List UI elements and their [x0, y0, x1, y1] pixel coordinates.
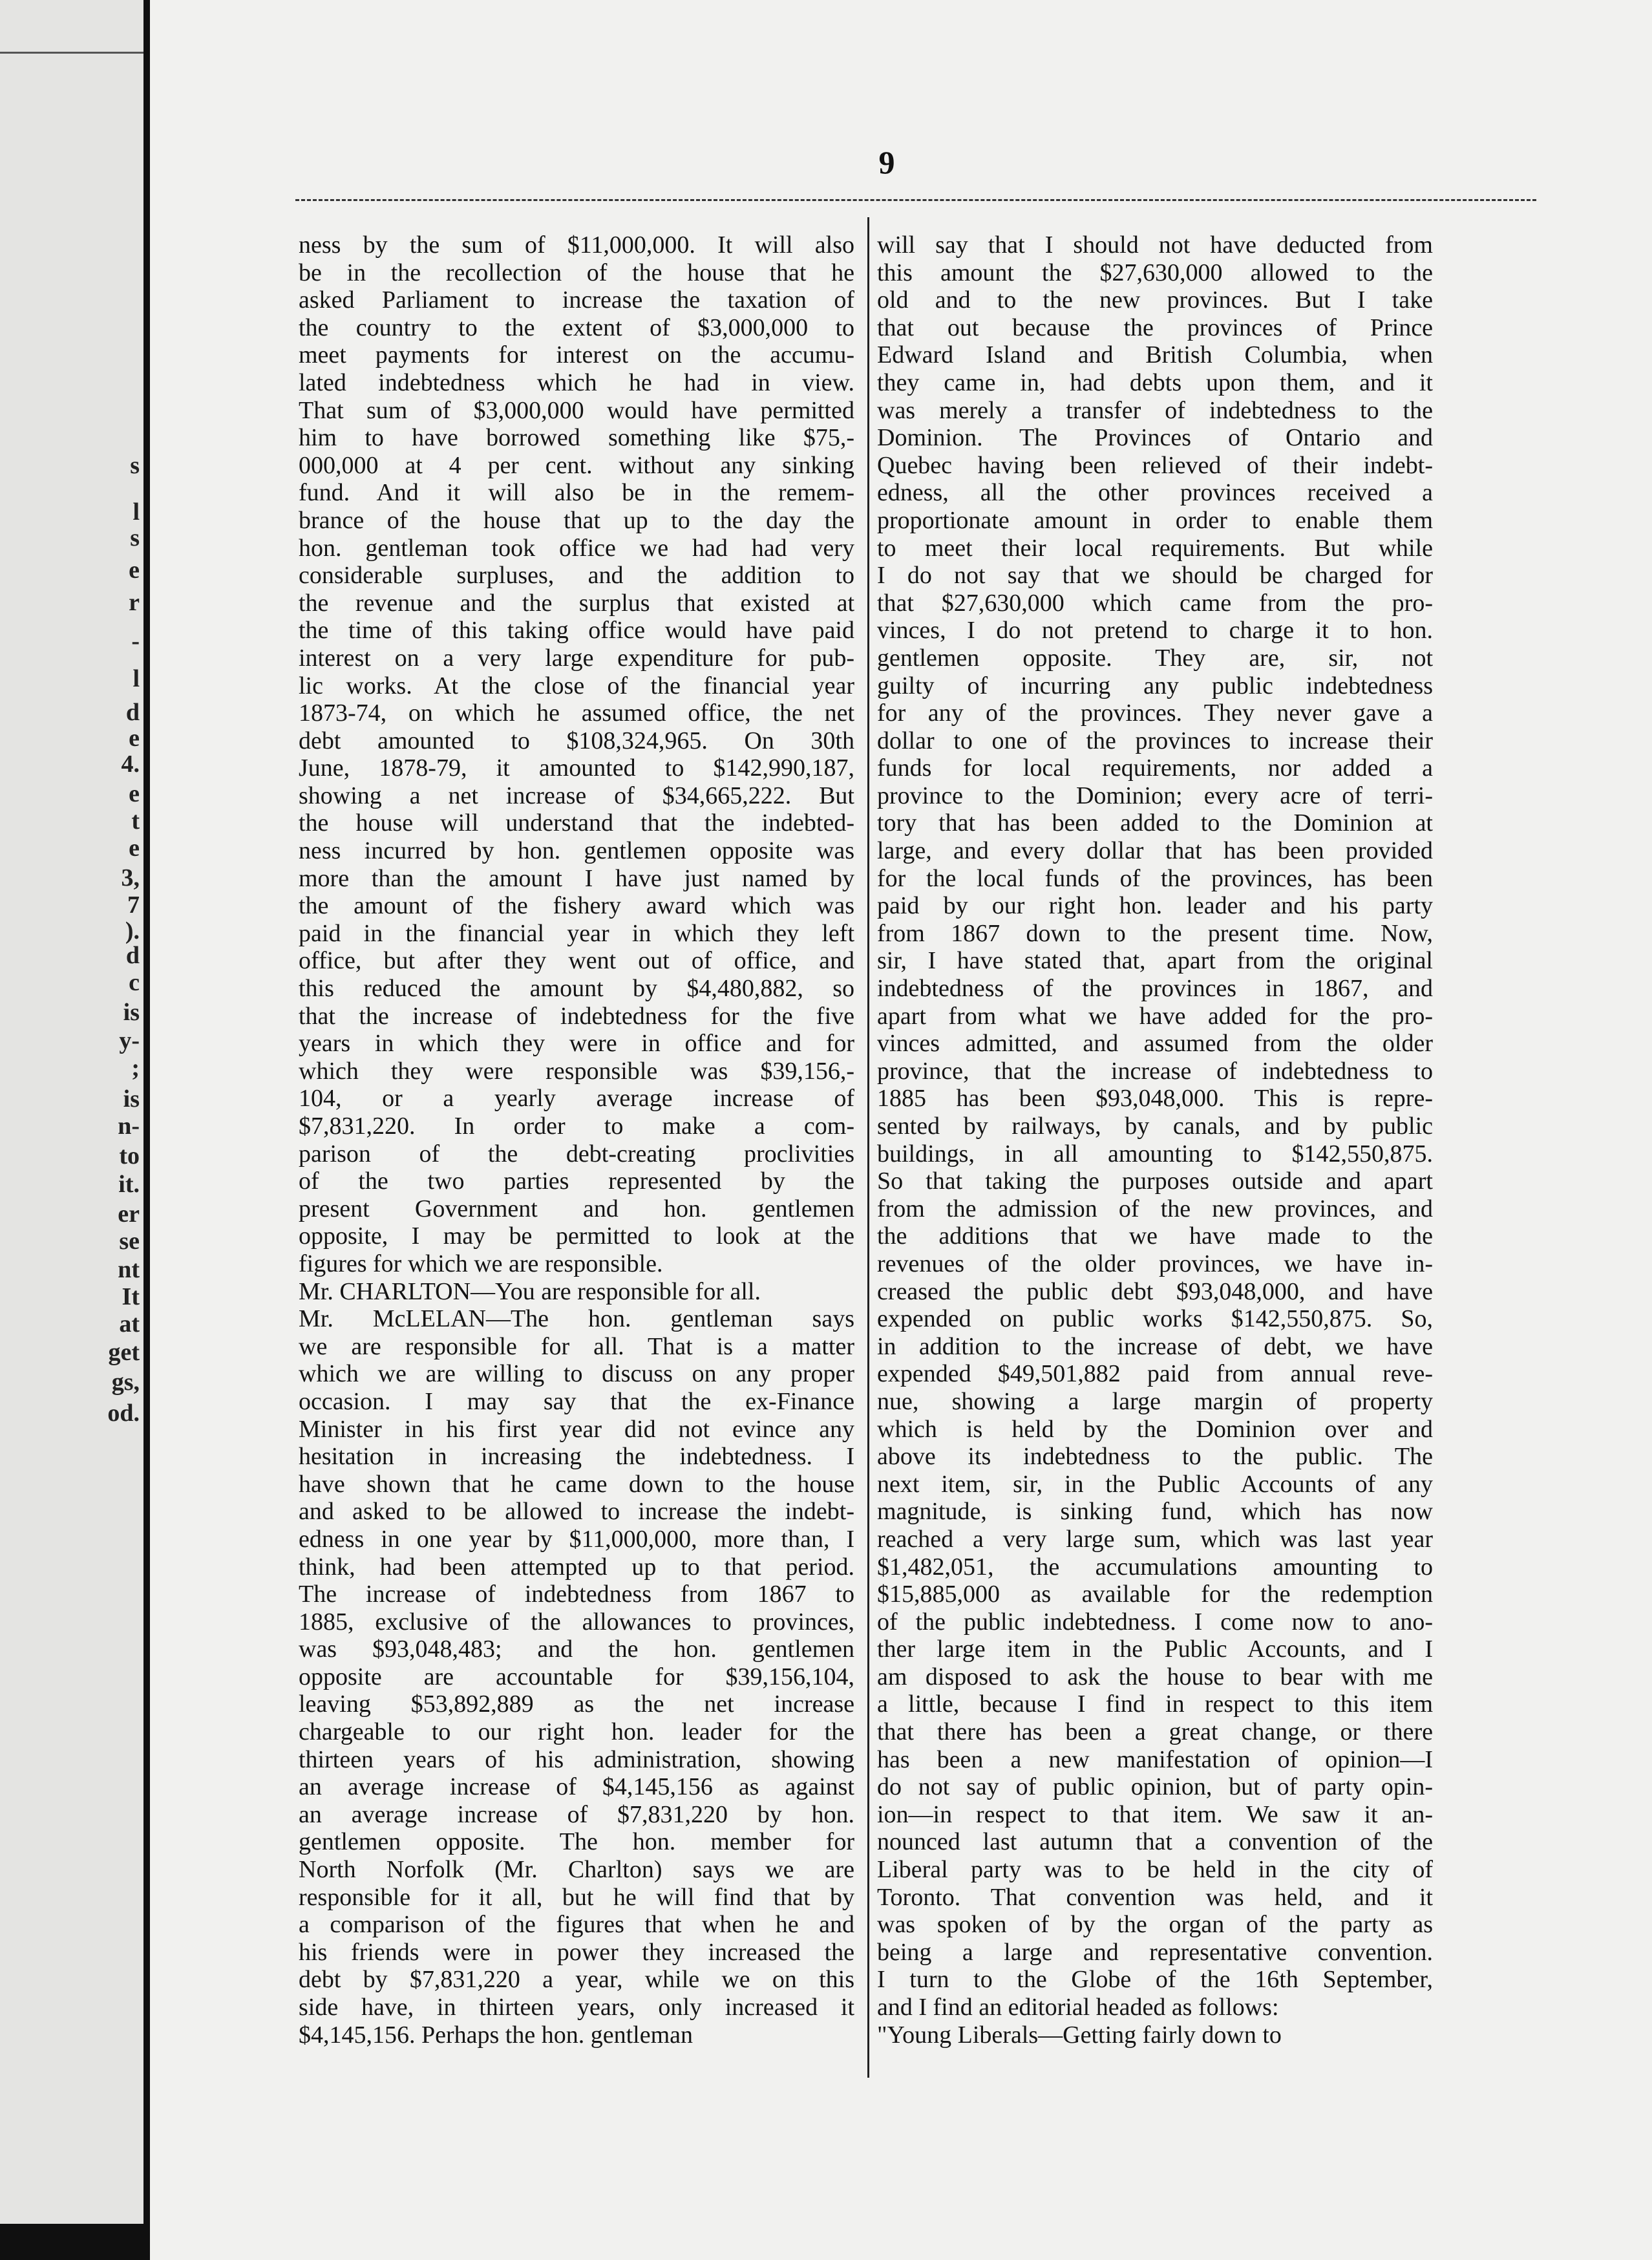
text-line: present Government and hon. gentlemen [299, 1195, 854, 1222]
text-line: So that taking the purposes outside and apart [877, 1167, 1433, 1195]
text-line: chargeable to our right hon. leader for the [299, 1718, 854, 1746]
previous-page-fragment: nt [118, 1256, 140, 1283]
text-line: of the public indebtedness. I come now to ano- [877, 1608, 1433, 1636]
previous-page-fragment: t [131, 807, 140, 835]
text-line: which we are willing to discuss on any proper [299, 1360, 854, 1388]
previous-page-fragment: e [129, 725, 140, 752]
text-line: expended $49,501,882 paid from annual reve- [877, 1360, 1433, 1388]
previous-page-fragment: s [130, 452, 140, 479]
previous-page-fragment: gs, [111, 1369, 140, 1396]
text-line: sir, I have stated that, apart from the original [877, 947, 1433, 975]
text-line: funds for local requirements, nor added a [877, 754, 1433, 782]
text-line: Dominion. The Provinces of Ontario and [877, 424, 1433, 452]
text-line: Minister in his first year did not evince any [299, 1415, 854, 1443]
text-line: paid by our right hon. leader and his party [877, 892, 1433, 920]
text-line: The increase of indebtedness from 1867 to [299, 1581, 854, 1608]
text-line: $1,482,051, the accumulations amounting to [877, 1553, 1433, 1581]
text-line: June, 1878-79, it amounted to $142,990,187, [299, 754, 854, 782]
text-line: meet payments for interest on the accumu- [299, 341, 854, 369]
text-line: province to the Dominion; every acre of terri- [877, 782, 1433, 809]
text-line: revenues of the older provinces, we have in- [877, 1250, 1433, 1277]
text-line: vinces admitted, and assumed from the older [877, 1030, 1433, 1058]
text-line: brance of the house that up to the day the [299, 506, 854, 534]
previous-page-fragment: l [132, 665, 140, 692]
previous-page-fragment: at [119, 1310, 140, 1338]
text-line: 1885, exclusive of the allowances to provinces, [299, 1608, 854, 1636]
previous-page-fragment: c [129, 969, 140, 996]
text-line: nounced last autumn that a convention of the [877, 1828, 1433, 1856]
previous-page-fragment: - [131, 628, 140, 655]
text-line: 104, or a yearly average increase of [299, 1085, 854, 1113]
previous-page-fragment: r [129, 589, 140, 616]
previous-page-fragment: is [123, 1085, 140, 1113]
text-line: vinces, I do not pretend to charge it to hon. [877, 617, 1433, 645]
text-line: thirteen years of his administration, showing [299, 1745, 854, 1773]
previous-page-fragment: ; [131, 1054, 140, 1082]
text-line: fund. And it will also be in the remem- [299, 479, 854, 507]
header-rule [295, 199, 1536, 201]
previous-page-fragment: It [122, 1283, 140, 1310]
text-line: in addition to the increase of debt, we have [877, 1332, 1433, 1360]
previous-page-rule [0, 52, 143, 54]
text-line: think, had been attempted up to that period. [299, 1553, 854, 1581]
text-line: I turn to the Globe of the 16th September, [877, 1966, 1433, 1994]
text-line: showing a net increase of $34,665,222. But [299, 782, 854, 809]
text-line: ion—in respect to that item. We saw it an- [877, 1800, 1433, 1828]
text-line: large, and every dollar that has been provided [877, 837, 1433, 865]
text-line: Mr. CHARLTON—You are responsible for all. [299, 1277, 761, 1305]
text-line: sented by railways, by canals, and by public [877, 1113, 1433, 1140]
text-line: creased the public debt $93,048,000, and have [877, 1277, 1433, 1305]
text-line: will say that I should not have deducted from [877, 231, 1433, 259]
previous-page-edge [0, 0, 143, 2224]
previous-page-fragment: it. [118, 1171, 140, 1198]
text-line: $4,145,156. Perhaps the hon. gentleman [299, 2021, 694, 2049]
text-line: I do not say that we should be charged for [877, 562, 1433, 590]
text-line: parison of the debt-creating proclivities [299, 1140, 854, 1167]
text-line: from the admission of the new provinces, and [877, 1195, 1433, 1222]
text-line: was spoken of by the organ of the party as [877, 1911, 1433, 1939]
text-line: magnitude, is sinking fund, which has now [877, 1498, 1433, 1526]
previous-page-fragment: n- [118, 1113, 140, 1140]
text-line: which they were responsible was $39,156,- [299, 1057, 854, 1085]
text-line: edness in one year by $11,000,000, more than, I [299, 1525, 854, 1553]
text-line: buildings, in all amounting to $142,550,875. [877, 1140, 1433, 1167]
text-line: lic works. At the close of the financial year [299, 672, 854, 699]
text-line: Liberal party was to be held in the city of [877, 1856, 1433, 1884]
text-line: office, but after they went out of office, and [299, 947, 854, 975]
text-line: paid in the financial year in which they left [299, 919, 854, 947]
previous-page-fragment: od. [107, 1400, 140, 1427]
previous-page-fragment: l [132, 498, 140, 526]
previous-page-fragment: er [118, 1200, 140, 1228]
previous-page-fragment: get [108, 1339, 140, 1366]
text-line: gentlemen opposite. The hon. member for [299, 1828, 854, 1856]
text-line: "Young Liberals—Getting fairly down to [877, 2021, 1282, 2049]
text-line: has been a new manifestation of opinion—I [877, 1745, 1433, 1773]
text-line: more than the amount I have just named by [299, 864, 854, 892]
previous-page-fragment: 7 [127, 891, 140, 919]
text-line: and I find an editorial headed as follows: [877, 1994, 1279, 2021]
previous-page-fragment: d [125, 942, 140, 969]
text-line: am disposed to ask the house to bear with me [877, 1663, 1433, 1690]
text-line: of the two parties represented by the [299, 1167, 854, 1195]
text-line: asked Parliament to increase the taxation of [299, 286, 854, 314]
text-line: that out because the provinces of Prince [877, 314, 1433, 341]
text-line: province, that the increase of indebtedness to [877, 1057, 1433, 1085]
column-divider [867, 217, 869, 2078]
text-line: indebtedness of the provinces in 1867, and [877, 975, 1433, 1003]
previous-page-fragment: ). [125, 917, 140, 944]
text-line: tory that has been added to the Dominion at [877, 809, 1433, 837]
text-line: above its indebtedness to the public. The [877, 1443, 1433, 1471]
text-line: responsible for it all, but he will find that by [299, 1883, 854, 1911]
previous-page-fragment: e [129, 835, 140, 862]
previous-page-fragment: to [119, 1142, 140, 1169]
text-line: dollar to one of the provinces to increase their [877, 727, 1433, 754]
text-line: the house will understand that the indebted- [299, 809, 854, 837]
text-line: was $93,048,483; and the hon. gentlemen [299, 1636, 854, 1663]
previous-page-fragment: e [129, 557, 140, 584]
text-line: an average increase of $4,145,156 as against [299, 1773, 854, 1801]
text-line: the revenue and the surplus that existed at [299, 589, 854, 617]
text-line: proportionate amount in order to enable them [877, 506, 1433, 534]
text-line: side have, in thirteen years, only increased it [299, 1994, 854, 2021]
text-line: that the increase of indebtedness for the five [299, 1002, 854, 1030]
text-line: ther large item in the Public Accounts, and I [877, 1636, 1433, 1663]
text-line: ness by the sum of $11,000,000. It will also [299, 231, 854, 259]
page-number: 9 [878, 144, 895, 180]
text-line: gentlemen opposite. They are, sir, not [877, 644, 1433, 672]
text-line: which is held by the Dominion over and [877, 1415, 1433, 1443]
text-line: 1885 has been $93,048,000. This is repre- [877, 1085, 1433, 1113]
text-line: interest on a very large expenditure for pub- [299, 644, 854, 672]
text-line: ness incurred by hon. gentlemen opposite was [299, 837, 854, 865]
text-line: nue, showing a large margin of property [877, 1387, 1433, 1415]
text-line: the amount of the fishery award which was [299, 892, 854, 920]
text-line: Toronto. That convention was held, and it [877, 1883, 1433, 1911]
text-line: be in the recollection of the house that he [299, 259, 854, 286]
text-line: to meet their local requirements. But while [877, 534, 1433, 562]
previous-page-fragment: 4. [121, 751, 140, 778]
text-line: from 1867 down to the present time. Now, [877, 919, 1433, 947]
text-line: occasion. I may say that the ex-Finance [299, 1387, 854, 1415]
text-line: $7,831,220. In order to make a com- [299, 1113, 854, 1140]
text-line: next item, sir, in the Public Accounts of any [877, 1470, 1433, 1498]
text-line: and asked to be allowed to increase the indebt- [299, 1498, 854, 1526]
document-page [150, 0, 1652, 2260]
previous-page-fragment: se [119, 1228, 140, 1255]
text-line: hesitation in increasing the indebtedness. I [299, 1443, 854, 1471]
right-column [877, 231, 1433, 2049]
text-line: old and to the new provinces. But I take [877, 286, 1433, 314]
text-line: an average increase of $7,831,220 by hon. [299, 1800, 854, 1828]
text-line: for any of the provinces. They never gave a [877, 699, 1433, 727]
text-line: That sum of $3,000,000 would have permitted [299, 396, 854, 424]
text-line: we are responsible for all. That is a matter [299, 1332, 854, 1360]
text-line: a comparison of the figures that when he and [299, 1911, 854, 1939]
text-line: North Norfolk (Mr. Charlton) says we are [299, 1856, 854, 1884]
text-line: Quebec having been relieved of their indebt- [877, 451, 1433, 479]
text-line: years in which they were in office and for [299, 1030, 854, 1058]
text-line: figures for which we are responsible. [299, 1250, 663, 1277]
text-line: apart from what we have added for the pro- [877, 1002, 1433, 1030]
text-line: do not say of public opinion, but of party opin- [877, 1773, 1433, 1801]
text-line: 000,000 at 4 per cent. without any sinking [299, 451, 854, 479]
text-line: Mr. McLELAN—The hon. gentleman says [299, 1305, 854, 1333]
text-line: that there has been a great change, or there [877, 1718, 1433, 1746]
previous-page-fragment: e [129, 780, 140, 807]
text-line: lated indebtedness which he had in view. [299, 368, 854, 396]
text-line: leaving $53,892,889 as the net increase [299, 1690, 854, 1718]
text-line: reached a very large sum, which was last year [877, 1525, 1433, 1553]
text-line: the time of this taking office would have paid [299, 617, 854, 645]
text-line: 1873-74, on which he assumed office, the net [299, 699, 854, 727]
previous-page-fragment: is [123, 999, 140, 1026]
text-line: opposite, I may be permitted to look at the [299, 1222, 854, 1250]
text-line: edness, all the other provinces received a [877, 479, 1433, 507]
previous-page-fragment: d [125, 699, 140, 726]
text-line: that $27,630,000 which came from the pro- [877, 589, 1433, 617]
text-line: guilty of incurring any public indebtedness [877, 672, 1433, 699]
text-line: debt by $7,831,220 a year, while we on this [299, 1966, 854, 1994]
text-line: this reduced the amount by $4,480,882, so [299, 975, 854, 1003]
text-line: they came in, had debts upon them, and it [877, 368, 1433, 396]
text-line: debt amounted to $108,324,965. On 30th [299, 727, 854, 754]
text-line: being a large and representative convention. [877, 1938, 1433, 1966]
text-line: hon. gentleman took office we had had very [299, 534, 854, 562]
text-line: the additions that we have made to the [877, 1222, 1433, 1250]
previous-page-fragment: y- [119, 1027, 140, 1054]
text-line: expended on public works $142,550,875. So, [877, 1305, 1433, 1333]
text-line: opposite are accountable for $39,156,104, [299, 1663, 854, 1690]
text-line: for the local funds of the provinces, has been [877, 864, 1433, 892]
text-line: his friends were in power they increased the [299, 1938, 854, 1966]
previous-page-fragment: 3, [121, 864, 140, 891]
text-line: Edward Island and British Columbia, when [877, 341, 1433, 369]
left-column [299, 231, 854, 2049]
text-line: this amount the $27,630,000 allowed to the [877, 259, 1433, 286]
text-line: him to have borrowed something like $75,- [299, 424, 854, 452]
text-line: considerable surpluses, and the addition to [299, 562, 854, 590]
text-line: the country to the extent of $3,000,000 to [299, 314, 854, 341]
text-line: a little, because I find in respect to this item [877, 1690, 1433, 1718]
text-line: $15,885,000 as available for the redemption [877, 1581, 1433, 1608]
text-line: was merely a transfer of indebtedness to the [877, 396, 1433, 424]
previous-page-fragment: s [130, 524, 140, 551]
text-line: have shown that he came down to the house [299, 1470, 854, 1498]
